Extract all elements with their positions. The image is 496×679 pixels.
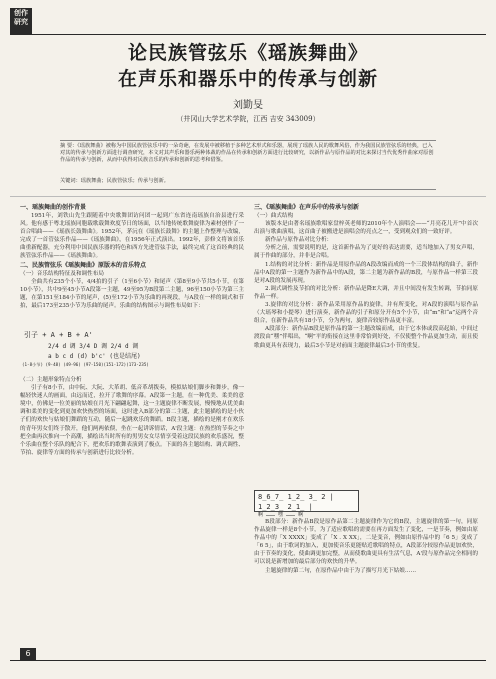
- diagram-bars: (1-8小节) (9-48) (49-96) (97-150)(151-172)(173-235): [22, 362, 149, 367]
- notation-lyrics: 啊 ……… 嘿 ……… 啊: [258, 512, 304, 518]
- article-title-line1: 论民族管弦乐《瑶族舞曲》: [127, 42, 368, 64]
- section-heading-1: 一、瑶族舞曲的创作背景: [20, 204, 87, 211]
- author-name: 刘勤旻: [233, 100, 263, 111]
- page-number: 6: [20, 648, 36, 660]
- article-title-line2: 在声乐和器乐中的传承与创新: [117, 68, 378, 90]
- header-rule: [10, 34, 486, 35]
- paragraph: A段部分：新作品B段是原作品的第一主题改编而成，由于它本体或段高起始，中间过渡段由“嘿”伴唱出，“啊”平的衔接在这里非常恰到好处，不仅使整个作品更加生动，而且使歌曲更具有表现力，最后3小节是对前面主题旋律最后3小节的重复。: [254, 326, 479, 349]
- right-column-bottom: [254, 518, 478, 575]
- divider: [10, 196, 486, 197]
- diagram-sections: 引子 + A + B + A': [24, 331, 93, 339]
- section-tag-label: 创作研究: [14, 9, 28, 26]
- author-affiliation: （井冈山大学艺术学院，江西 吉安 343009）: [176, 115, 320, 123]
- left-column-top: [20, 203, 244, 310]
- paragraph: 分析之前，需要说明的是，这首新作品为了更好的表达需要，适当地加入了男女声唱，属于作曲的部分，并非是合唱。: [254, 245, 478, 260]
- section-heading-3: 三、《瑶族舞曲》在声乐中的传承与创新: [254, 204, 360, 211]
- jianpu-notation: [254, 490, 359, 518]
- paragraph: 2.调式调性及节拍的对比分析：新作品是降E大调，并且中间没有发生转调，节拍同原作品一样。: [254, 285, 478, 300]
- right-column-top: [254, 203, 478, 350]
- paragraph: 该版本是由著名瑶族歌唱家盘梓英老师的2010年个人演唱会——“月亮花儿开”中首次出演与歌曲演唱，这首曲子被搬进是演唱会的亮点之一，受到观众们的一致好评。: [254, 221, 478, 236]
- paragraph: 新作品与原作品对比分析：: [265, 237, 333, 244]
- paragraph: 全曲共有235个小节，4/4拍的引子（1至6小节）和尾声（第8至9小节共5小节，在第10小节），共中9至45小节A段第一主题，49至95为B段第二主题，96至150小节为第三主题，在第151至184小节的尾声，(5)至172小节为乐曲的再现段，与A段在一样的调式和节拍，最后173至235小节为乐曲的尾声。乐曲的结构图示与调性布局如下：: [20, 278, 244, 309]
- abstract-text: 摘 要：《瑶族舞曲》被称为中国民族管弦乐中的一朵奇葩，在发展中被移植于多种艺术形式和乐器，展现了瑶族人民的歌舞风俗，作为我国民族管弦乐的经典，已入对其的传承与创新方面进行调查研究，本文对其声乐和器乐两种体裁的作品在传承和创新方面进行比较研究，以新作品与原作品的对比来探讨当代优秀作曲家对原创作品的传承与创新，从而中获得对民族音乐的传承和创新的思考和借鉴。: [60, 143, 434, 163]
- paragraph: B段部分：新作品B段是原作品第二主题旋律作为它的B段，主题旋律的第一句，同原作品旋律一样是8个小节，为了适应歌唱的需要在再方面发生了变化，一是节奏，例如由原作品中的「X XXXX」变成了「X . X XX」，二是变音，例如由原作品中的「6 5」变成了「6 5」，由于歌词的加入，更加使音乐更能贴近歌唱的特点，A段部分较原作品更加欢快，由于节奏的变化，使曲调更加完整，从而使歌曲更具有生活气息，A'段与原作品完全相同的可以说是新增加的最后部分的欢快的升华。: [254, 519, 478, 566]
- subheading: （二）主题形象特点分析: [20, 377, 82, 383]
- notation-notes: 8̲6̲7̲ 1̲2̲ 3̲ 2 | 1̲2̲3̲ 2̲1̲ |: [258, 493, 334, 511]
- keywords: 关键词：瑶族舞曲；民族管弦乐；传承与创新。: [60, 178, 169, 184]
- paragraph: 1.结构的对比分析：新作品是用原作品的A段改编而成的一个三段体结构的曲子，新作品中A段的第一主题作为新作品中的A段，第二主题为新作品的B段，与原作品一样第三段是对A段的发展再现。: [254, 261, 478, 284]
- paragraph: 3.旋律的对比分析：新作品采用原作品的旋律，并有所变化，对A段的演唱与原作品（大瑶琴和小提琴）进行演奏，新作品的引子和原分开有5个小节，由“m”和“a”运两个音组合，在新作品共有18小节，分为两句，旋律音较原作品更丰富。: [254, 302, 478, 325]
- footer-rule: [10, 660, 486, 661]
- left-column-bottom: [20, 376, 244, 457]
- subheading: （一）音乐结构特征及和调性布局: [20, 270, 104, 277]
- diagram-keys: 2/4 d 调 3/4 D 调 2/4 d 调: [48, 343, 139, 350]
- paragraph: 1951年，刘铁山先生跟随着中央歌舞团访问团一起到广东省连南瑶族自治县进行采风。他有感于粤北瑶族同胞载歌载舞欢度节日的场面，以当地传统歌舞旋律为素材创作了一首合唱曲——《瑶族长鼓舞曲》。1952年，茅沅在《瑶族长鼓舞》的主题上作整理与改编，完成了一首管弦乐作品——《瑶族舞曲》，在1956年正式演出。1992年，彭修文将该首乐曲重新配器，充分利用中国民族乐器的特色和西方先进管弦手法，最终完成了这首经典的民族管弦乐作品——《瑶族舞曲》。: [20, 213, 244, 260]
- paragraph: 主题旋律的第二句，在原作品中由于为了描写月光下姑娘……: [265, 567, 417, 574]
- paragraph: 引子有8小节，由中阮、大阮、大革胡、低音革胡拨奏，模拟姑娘们脚步和舞步，像一幅轻快迷人的画面，由远而近，拉开了歌舞的序幕。A段第一主题，在一种优美、柔美的意境中，仿佛是一位美丽的姑娘在月光下翩翩起舞，这一主题旋律不断发展，慢慢地从优美曲调和柔美的变化到更加欢快热烈的场面，这时进入B部分的第二主题，此主题描绘的是小伙子们的欢快与姑娘们舞蹈的互动，随后一起跳欢乐的舞蹈。B段主题，描绘的是刚才在欢乐的青年男女们终于散开，他们两两依偎，坐在一起讲诉情话，A'段主题：在热烈的节奏之中把全曲再次推向一个高潮，描绘出当时所有的男男女女尽情享受着这段民族的欢乐盛况，整个乐曲在整个乐队的配合下，把欢乐的歌舞表演到了极点。下面的各主题结构、调式调性、节拍、旋律等方面的传承与创新进行比较分析。: [20, 385, 244, 456]
- section-heading-2: 二、民族管弦乐《瑶族舞曲》原版本的音乐特点: [20, 261, 147, 269]
- diagram-themes: a b c d (d) b'c' (也是结尾): [48, 353, 141, 360]
- structure-diagram: [20, 330, 244, 372]
- subheading: （一）曲式结构: [254, 213, 294, 219]
